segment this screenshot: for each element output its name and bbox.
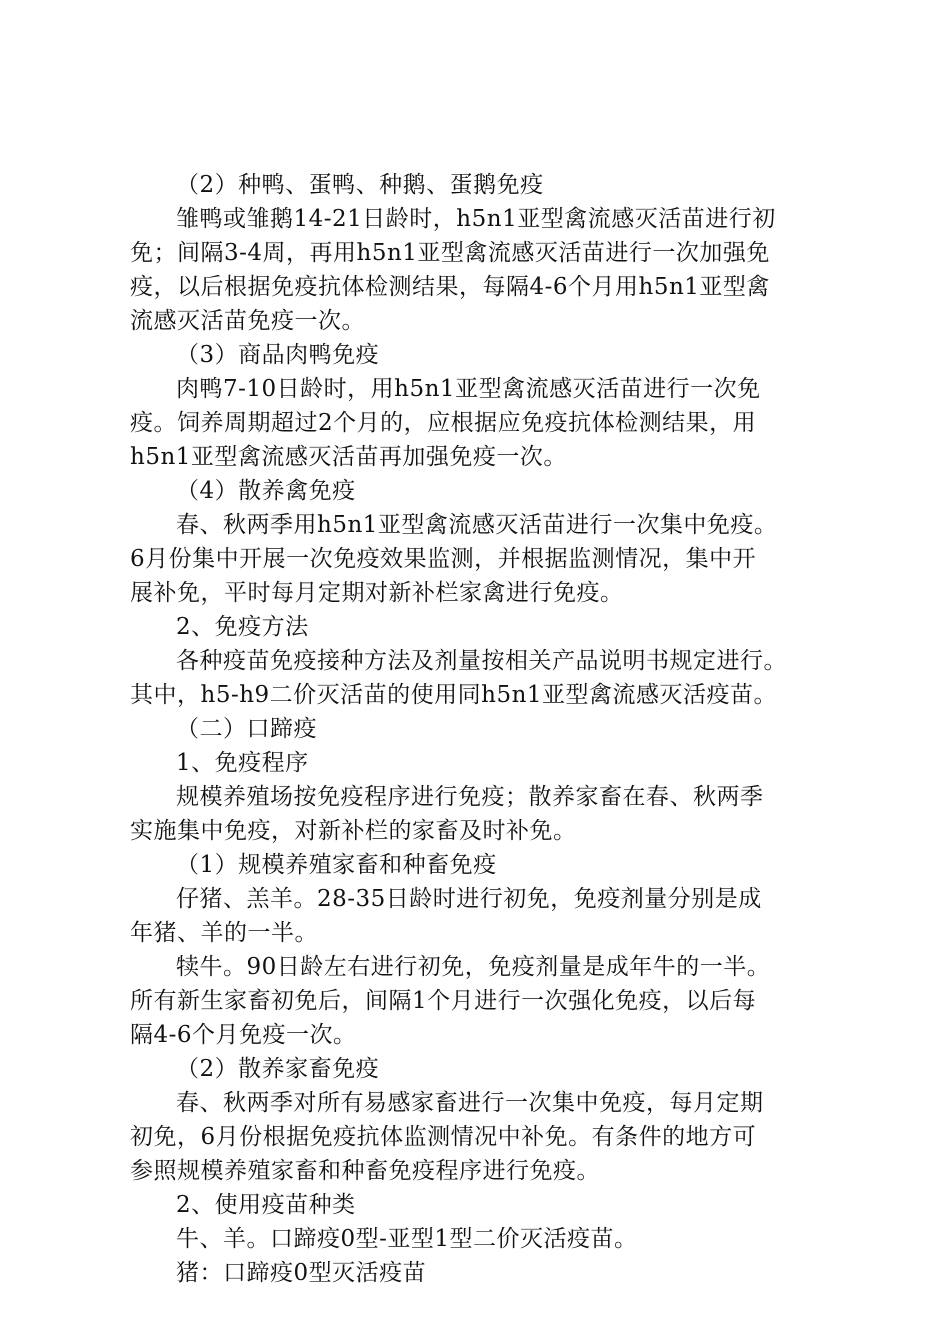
paragraph-line: 实施集中免疫，对新补栏的家畜及时补免。 bbox=[130, 818, 577, 844]
section-heading: 1、免疫程序 bbox=[176, 750, 309, 776]
paragraph-line: 疫。饲养周期超过2个月的，应根据应免疫抗体检测结果，用 bbox=[130, 410, 757, 436]
paragraph-line: 免；间隔3-4周，再用h5n1亚型禽流感灭活苗进行一次加强免 bbox=[130, 240, 770, 266]
paragraph-line: h5n1亚型禽流感灭活苗再加强免疫一次。 bbox=[130, 444, 567, 470]
section-heading: （3）商品肉鸭免疫 bbox=[176, 342, 380, 368]
section-heading: 2、免疫方法 bbox=[176, 614, 309, 640]
paragraph-line: 所有新生家畜初免后，间隔1个月进行一次强化免疫，以后每 bbox=[130, 988, 757, 1014]
document-body bbox=[130, 168, 820, 1290]
section-heading: （4）散养禽免疫 bbox=[176, 478, 356, 504]
paragraph-line: 春、秋两季用h5n1亚型禽流感灭活苗进行一次集中免疫。 bbox=[176, 512, 778, 538]
section-heading: （2）散养家畜免疫 bbox=[176, 1056, 380, 1082]
paragraph-line: 初免，6月份根据免疫抗体监测情况中补免。有条件的地方可 bbox=[130, 1124, 757, 1150]
paragraph-line: 年猪、羊的一半。 bbox=[130, 920, 318, 946]
section-heading: （2）种鸭、蛋鸭、种鹅、蛋鹅免疫 bbox=[176, 172, 544, 198]
paragraph-line: 展补免，平时每月定期对新补栏家禽进行免疫。 bbox=[130, 580, 624, 606]
paragraph-line: 仔猪、羔羊。28-35日龄时进行初免，免疫剂量分别是成 bbox=[176, 886, 762, 912]
paragraph-line: 参照规模养殖家畜和种畜免疫程序进行免疫。 bbox=[130, 1158, 600, 1184]
section-heading: （二）口蹄疫 bbox=[176, 716, 317, 742]
paragraph-line: 疫，以后根据免疫抗体检测结果，每隔4-6个月用h5n1亚型禽 bbox=[130, 274, 770, 300]
paragraph-line: 其中，h5-h9二价灭活苗的使用同h5n1亚型禽流感灭活疫苗。 bbox=[130, 682, 778, 708]
section-heading: 2、使用疫苗种类 bbox=[176, 1192, 356, 1218]
paragraph-line: 牛、羊。口蹄疫0型-亚型1型二价灭活疫苗。 bbox=[176, 1226, 638, 1252]
paragraph-line: 雏鸭或雏鹅14-21日龄时，h5n1亚型禽流感灭活苗进行初 bbox=[176, 206, 776, 232]
paragraph-line: 规模养殖场按免疫程序进行免疫；散养家畜在春、秋两季 bbox=[176, 784, 764, 810]
paragraph-line: 隔4-6个月免疫一次。 bbox=[130, 1022, 357, 1048]
paragraph-line: 流感灭活苗免疫一次。 bbox=[130, 308, 365, 334]
paragraph-line: 猪：口蹄疫0型灭活疫苗 bbox=[176, 1260, 427, 1286]
paragraph-line: 春、秋两季对所有易感家畜进行一次集中免疫，每月定期 bbox=[176, 1090, 764, 1116]
paragraph-line: 各种疫苗免疫接种方法及剂量按相关产品说明书规定进行。 bbox=[176, 648, 787, 674]
paragraph-line: 肉鸭7-10日龄时，用h5n1亚型禽流感灭活苗进行一次免 bbox=[176, 376, 761, 402]
section-heading: （1）规模养殖家畜和种畜免疫 bbox=[176, 852, 497, 878]
paragraph-line: 犊牛。90日龄左右进行初免，免疫剂量是成年牛的一半。 bbox=[176, 954, 771, 980]
paragraph-line: 6月份集中开展一次免疫效果监测，并根据监测情况，集中开 bbox=[130, 546, 757, 572]
